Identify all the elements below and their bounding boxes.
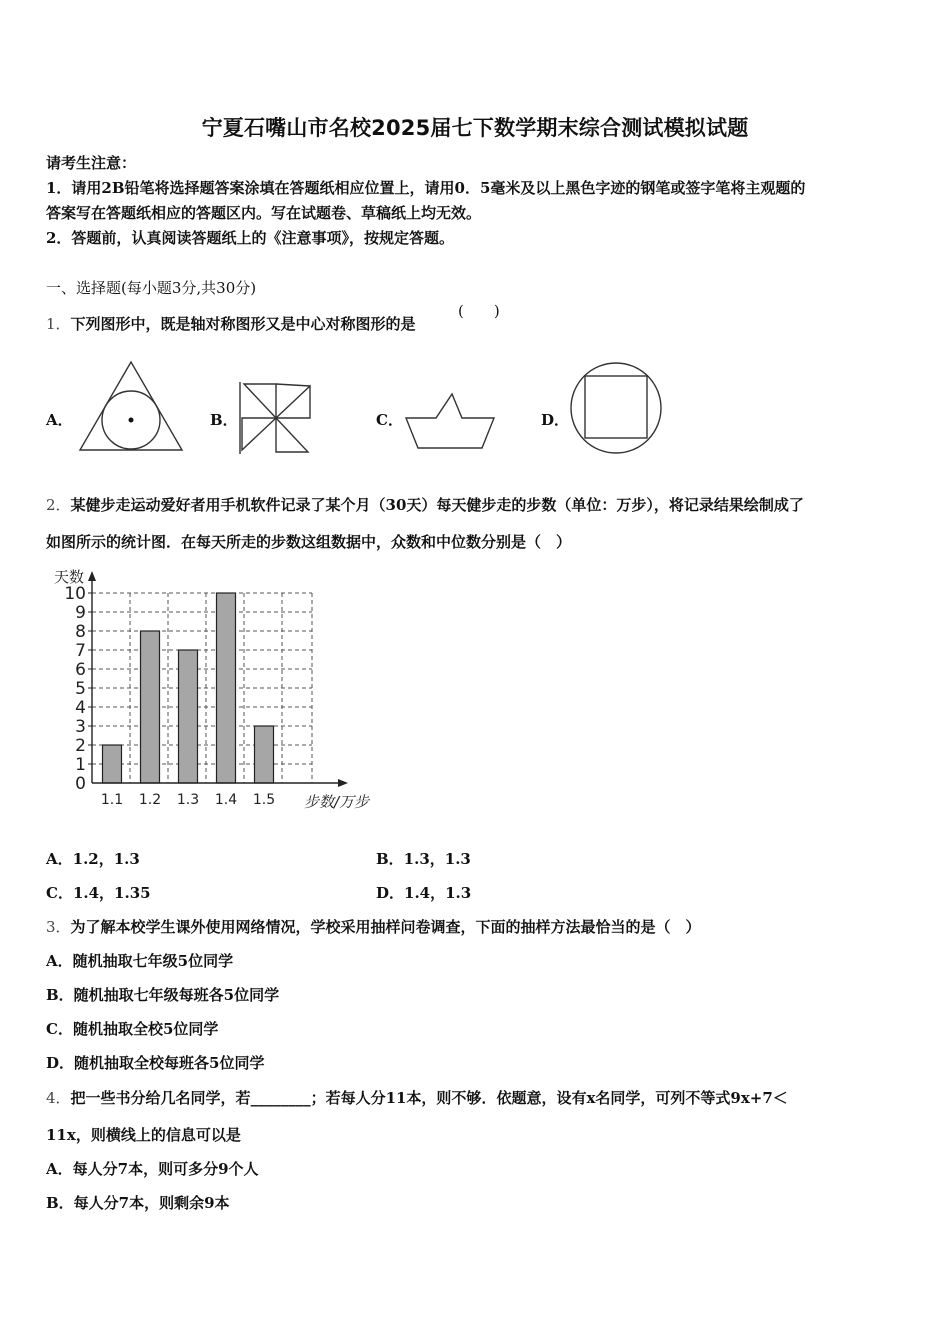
q4-text-pre: 把一些书分给几名同学，若 (70, 1089, 251, 1107)
center-dot-shape (129, 418, 134, 423)
q1-option-c-label: C． (376, 411, 403, 429)
notice-line-1: 1．请用2B铅笔将选择题答案涂填在答题纸相应位置上，请用0．5毫米及以上黑色字迹的钢笔或签字笔将主观题的 (46, 179, 806, 197)
q1-number: 1． (46, 315, 71, 333)
q3-option-c: C．随机抽取全校5位同学 (46, 1020, 219, 1038)
inscribed-square-shape (585, 376, 647, 438)
y-tick-label-0: 0 (75, 774, 86, 794)
q3-option-a: A．随机抽取七年级5位同学 (46, 952, 234, 970)
q4-stem-line-2: 11x，则横线上的信息可以是 (46, 1126, 241, 1144)
q2-option-a: A．1.2，1.3 (46, 850, 140, 868)
q4-text-post: ；若每人分11本，则不够．依题意，设有x名同学，可列不等式9x+7＜ (310, 1089, 788, 1107)
q4-option-b: B．每人分7本，则剩余9本 (46, 1194, 230, 1212)
bar-1.3 (179, 650, 198, 783)
q1-option-d-label: D． (541, 411, 570, 429)
q3-option-b: B．随机抽取七年级每班各5位同学 (46, 986, 280, 1004)
y-tick-label-9: 9 (75, 603, 86, 623)
q2-option-c: C．1.4，1.35 (46, 884, 151, 902)
bar-1.5 (255, 726, 274, 783)
q1-figure-c (402, 390, 498, 452)
y-tick-label-4: 4 (75, 698, 86, 718)
q1-option-a-label: A． (46, 411, 73, 429)
q4-stem-line-1 (46, 1087, 788, 1108)
pinwheel-shape (240, 382, 310, 454)
y-tick-label-3: 3 (75, 717, 86, 737)
q1-figure-b (236, 380, 316, 456)
y-tick-label-6: 6 (75, 660, 86, 680)
q2-option-d: D．1.4，1.3 (376, 884, 472, 902)
notice-line-2: 答案写在答题纸相应的答题区内。写在试题卷、草稿纸上均无效。 (46, 204, 482, 222)
q2-stem-line-1 (46, 494, 804, 515)
y-tick-label-8: 8 (75, 622, 86, 642)
triangle-shape (80, 362, 182, 450)
q2-text-1: 某健步走运动爱好者用手机软件记录了某个月（30天）每天健步走的步数（单位：万步），将记录结果绘制成了 (70, 496, 804, 514)
section-heading: 一、选择题(每小题3分,共30分) (46, 279, 257, 297)
y-tick-label-7: 7 (75, 641, 86, 661)
q1-figure-a (76, 358, 186, 454)
x-tick-label-1.4: 1.4 (214, 792, 238, 808)
x-tick-label-1.3: 1.3 (176, 792, 200, 808)
x-tick-label-1.2: 1.2 (138, 792, 162, 808)
q3-number: 3． (46, 918, 71, 936)
x-tick-label-1.1: 1.1 (100, 792, 124, 808)
q4-blank: ________ (250, 1089, 311, 1107)
q1-option-b-label: B． (210, 411, 238, 429)
bar-1.4 (217, 593, 236, 783)
y-axis-arrow (88, 571, 96, 581)
y-axis-label: 天数 (54, 568, 85, 586)
q1-answer-paren: ( ) (458, 302, 500, 320)
page-title: 宁夏石嘴山市名校2025届七下数学期末综合测试模拟试题 (201, 116, 749, 140)
bar-1.2 (141, 631, 160, 783)
y-tick-label-2: 2 (75, 736, 86, 756)
step-count-bar-chart (40, 558, 400, 818)
x-axis-label: 步数/万步 (304, 793, 370, 811)
q3-option-d: D．随机抽取全校每班各5位同学 (46, 1054, 265, 1072)
q3-text: 为了解本校学生课外使用网络情况，学校采用抽样问卷调查，下面的抽样方法最恰当的是（ ） (70, 918, 701, 936)
x-axis-arrow (338, 779, 348, 787)
y-tick-label-10: 10 (64, 584, 86, 604)
q1-figure-d (568, 360, 664, 456)
x-tick-label-1.5: 1.5 (252, 792, 276, 808)
boat-shape (406, 394, 494, 448)
q2-option-b: B．1.3，1.3 (376, 850, 471, 868)
y-tick-label-5: 5 (75, 679, 86, 699)
q1-text: 下列图形中，既是轴对称图形又是中心对称图形的是 (70, 315, 416, 333)
q4-number: 4． (46, 1089, 71, 1107)
q2-stem-line-2: 如图所示的统计图．在每天所走的步数这组数据中，众数和中位数分别是（ ） (46, 533, 572, 551)
q3-stem (46, 916, 701, 937)
q1-stem (46, 313, 416, 334)
q4-option-a: A．每人分7本，则可多分9个人 (46, 1160, 259, 1178)
bar-1.1 (103, 745, 122, 783)
notice-heading: 请考生注意： (46, 154, 137, 172)
q2-number: 2． (46, 496, 71, 514)
y-tick-label-1: 1 (75, 755, 86, 775)
notice-line-3: 2．答题前，认真阅读答题纸上的《注意事项》，按规定答题。 (46, 229, 454, 247)
